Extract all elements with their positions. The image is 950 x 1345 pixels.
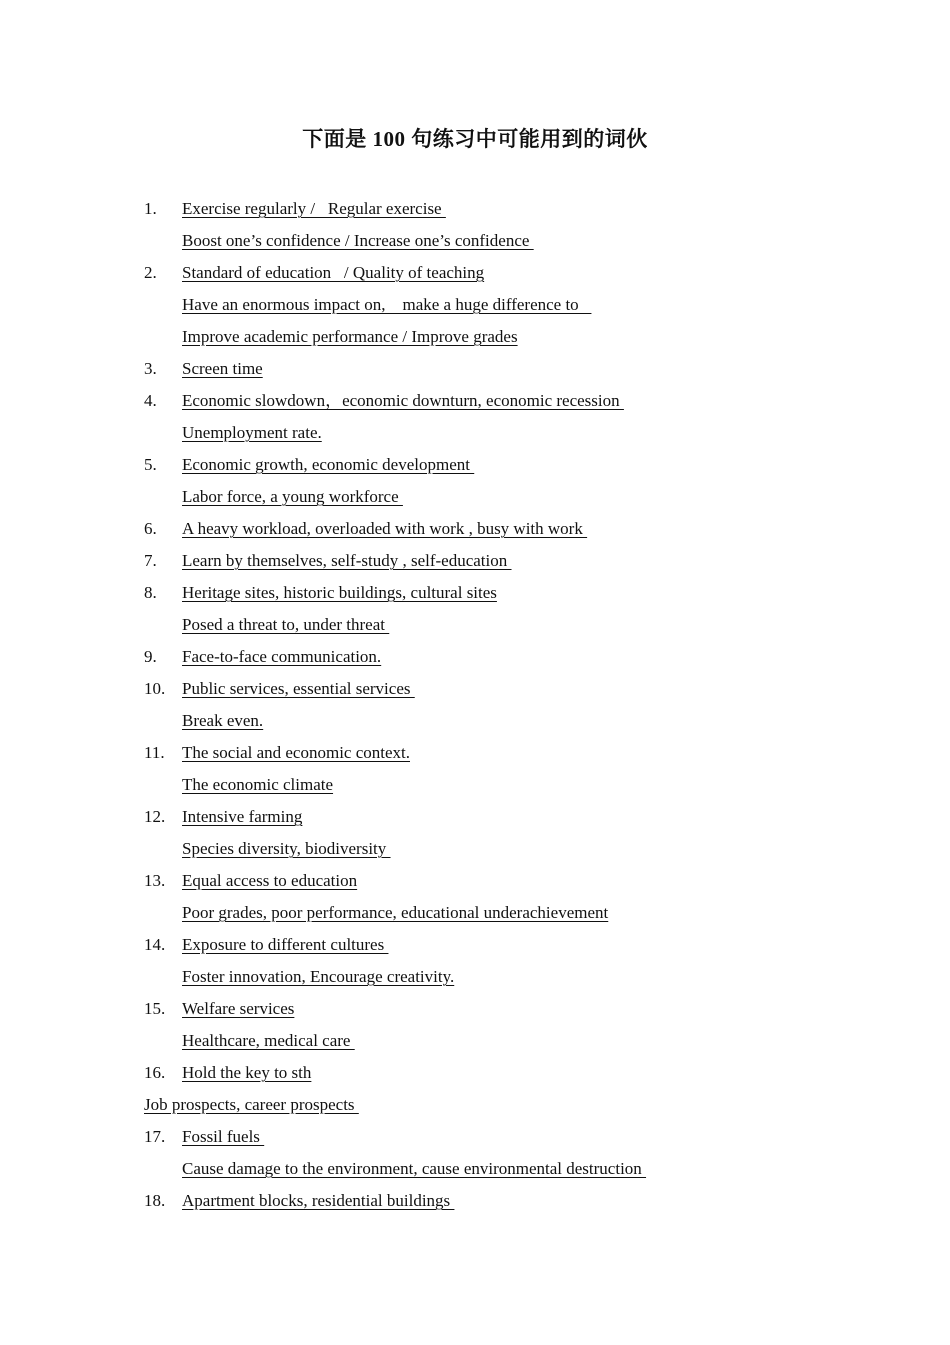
phrase-text: Foster innovation, Encourage creativity. [182, 967, 455, 986]
list-item [144, 611, 864, 643]
phrase-text: A heavy workload, overloaded with work , busy with work [182, 519, 588, 538]
item-number: 10. [144, 679, 166, 698]
list-item [144, 1155, 864, 1187]
item-number: 9. [144, 647, 157, 666]
item-number: 6. [144, 519, 157, 538]
list-item [144, 1091, 864, 1123]
phrase-text: Posed a threat to, under threat [182, 615, 390, 634]
list-item [144, 355, 864, 387]
item-number: 4. [144, 391, 157, 410]
phrase-text: Economic growth, economic development [182, 455, 475, 474]
phrase-text: Exposure to different cultures [182, 935, 389, 954]
list-item [144, 867, 864, 899]
item-number: 7. [144, 551, 157, 570]
phrase-text: Species diversity, biodiversity [182, 839, 391, 858]
list-item [144, 1027, 864, 1059]
list-item [144, 963, 864, 995]
phrase-text: Healthcare, medical care [182, 1031, 355, 1050]
list-item [144, 835, 864, 867]
phrase-text: Poor grades, poor performance, educational underachievement [182, 903, 609, 922]
item-number: 16. [144, 1063, 166, 1082]
phrase-text: Face-to-face communication. [182, 647, 382, 666]
list-item [144, 1123, 864, 1155]
list-item [144, 291, 864, 323]
list-item [144, 1059, 864, 1091]
list-item [144, 419, 864, 451]
phrase-text: Break even. [182, 711, 264, 730]
list-item [144, 579, 864, 611]
list-item [144, 707, 864, 739]
list-item [144, 643, 864, 675]
phrase-text: Labor force, a young workforce [182, 487, 403, 506]
item-number: 12. [144, 807, 166, 826]
list-item [144, 259, 864, 291]
phrase-text: Have an enormous impact on, make a huge difference to [182, 295, 592, 314]
item-number: 5. [144, 455, 157, 474]
list-item [144, 323, 864, 355]
phrase-text: Apartment blocks, residential buildings [182, 1191, 455, 1210]
item-number: 15. [144, 999, 166, 1018]
list-item [144, 803, 864, 835]
list-item [144, 227, 864, 259]
phrase-text: Heritage sites, historic buildings, cultural sites [182, 583, 497, 602]
list-item [144, 995, 864, 1027]
item-number: 18. [144, 1191, 166, 1210]
list-item [144, 515, 864, 547]
item-number: 8. [144, 583, 157, 602]
list-item [144, 899, 864, 931]
phrase-text: Public services, essential services [182, 679, 415, 698]
phrase-text: Standard of education / Quality of teaching [182, 263, 485, 282]
item-number: 11. [144, 743, 165, 762]
phrase-text: The social and economic context. [182, 743, 410, 762]
page-title: 下面是 100 句练习中可能用到的词伙 [302, 127, 648, 151]
item-number: 3. [144, 359, 157, 378]
list-item [144, 931, 864, 963]
phrase-text: Exercise regularly / Regular exercise [182, 199, 446, 218]
item-number: 1. [144, 199, 157, 218]
list-item [144, 451, 864, 483]
phrase-text: Job prospects, career prospects [144, 1095, 359, 1114]
phrase-text: Economic slowdown，economic downturn, economic recession [182, 391, 624, 410]
list-item [144, 547, 864, 579]
phrase-text: The economic climate [182, 775, 334, 794]
item-number: 14. [144, 935, 166, 954]
phrase-text: Unemployment rate. [182, 423, 322, 442]
item-number: 13. [144, 871, 166, 890]
phrase-text: Fossil fuels [182, 1127, 265, 1146]
phrase-text: Screen time [182, 359, 263, 378]
phrase-text: Hold the key to sth [182, 1063, 312, 1082]
phrase-text: Learn by themselves, self-study , self-education [182, 551, 512, 570]
phrase-text: Intensive farming [182, 807, 303, 826]
phrase-text: Cause damage to the environment, cause environmental destruction [182, 1159, 647, 1178]
list-item [144, 675, 864, 707]
list-item [144, 483, 864, 515]
list-item [144, 387, 864, 419]
list-item [144, 739, 864, 771]
phrase-text: Improve academic performance / Improve grades [182, 327, 518, 346]
phrase-list [144, 195, 864, 1219]
item-number: 2. [144, 263, 157, 282]
item-number: 17. [144, 1127, 166, 1146]
list-item [144, 771, 864, 803]
list-item [144, 195, 864, 227]
phrase-text: Boost one’s confidence / Increase one’s confidence [182, 231, 534, 250]
phrase-text: Equal access to education [182, 871, 358, 890]
phrase-text: Welfare services [182, 999, 295, 1018]
list-item [144, 1187, 864, 1219]
